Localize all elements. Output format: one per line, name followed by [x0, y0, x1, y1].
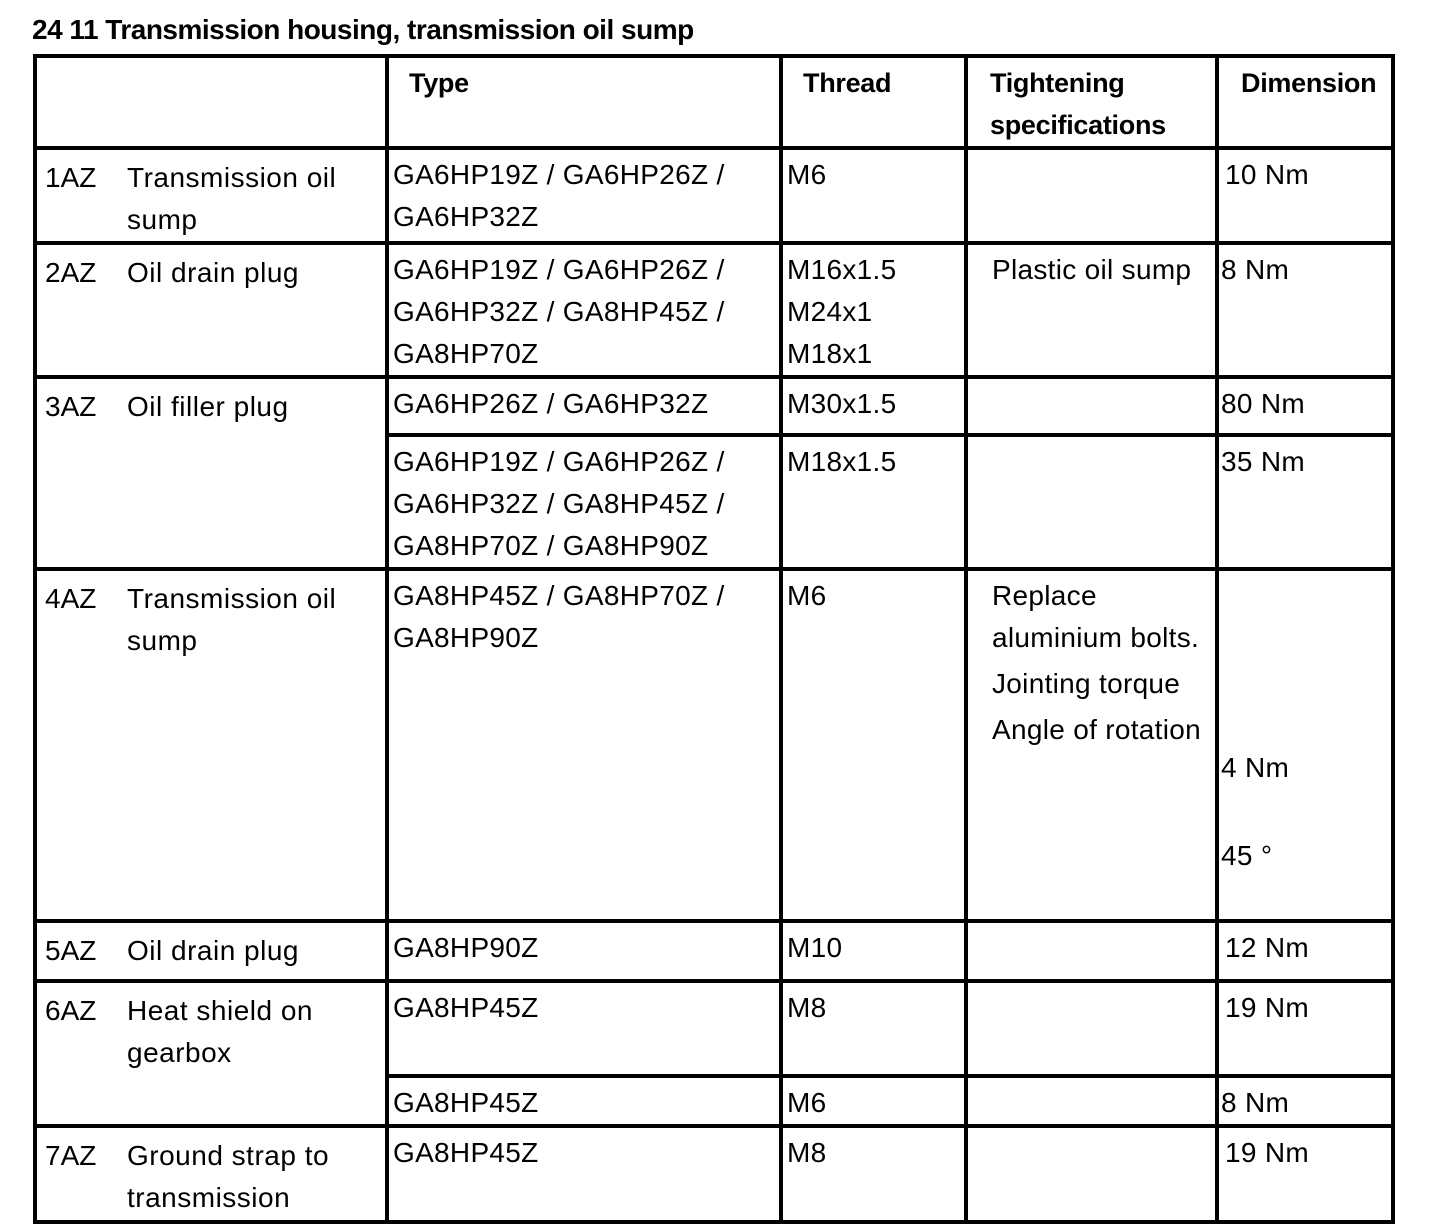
header-tightening-specifications: Tightening specifications [966, 56, 1217, 148]
dimension-cell: 10 Nm [1217, 148, 1393, 243]
position-code: 4AZ [45, 583, 97, 614]
type-cell: GA6HP19Z / GA6HP26Z / GA6HP32Z / GA8HP45Z / GA8HP70Z / GA8HP90Z [387, 435, 781, 569]
position-cell [35, 921, 387, 981]
document-title: 24 11 Transmission housing, transmission oil sump [32, 14, 694, 45]
position-cell [35, 1126, 387, 1222]
thread-cell: M10 [781, 921, 966, 981]
dimension-cell: 8 Nm [1217, 1076, 1393, 1126]
thread-cell: M18x1.5 [781, 435, 966, 569]
part-name: Oil filler plug [127, 391, 289, 422]
thread-cell: M8 [781, 1126, 966, 1222]
position-code: 5AZ [45, 935, 97, 966]
type-cell: GA8HP45Z [387, 1076, 781, 1126]
thread-cell: M6 [781, 1076, 966, 1126]
header-thread: Thread [781, 56, 966, 148]
tightening-cell [966, 1076, 1217, 1126]
position-cell [35, 377, 387, 569]
thread-cell: M30x1.5 [781, 377, 966, 435]
type-cell: GA8HP45Z / GA8HP70Z / GA8HP90Z [387, 569, 781, 921]
part-name: Transmission oil sump [127, 583, 337, 656]
tightening-cell [966, 981, 1217, 1076]
part-name: Heat shield on gearbox [127, 995, 314, 1068]
table-row [35, 921, 1393, 981]
table-row [35, 981, 1393, 1076]
tightening-cell [966, 921, 1217, 981]
dimension-cell [1217, 569, 1393, 921]
header-dimension: Dimension [1217, 56, 1393, 148]
position-code: 3AZ [45, 391, 97, 422]
dimension-cell: 35 Nm [1217, 435, 1393, 569]
part-name: Transmission oil sump [127, 162, 337, 235]
torque-spec-table [33, 54, 1395, 1224]
dimension-cell: 12 Nm [1217, 921, 1393, 981]
part-name: Oil drain plug [127, 257, 299, 288]
tightening-cell [966, 1126, 1217, 1222]
angle-of-rotation-value: 45 ° [1221, 840, 1273, 871]
tightening-cell [966, 148, 1217, 243]
position-code: 1AZ [45, 162, 97, 193]
position-code: 7AZ [45, 1140, 97, 1171]
dimension-cell: 19 Nm [1217, 1126, 1393, 1222]
tightening-cell [966, 377, 1217, 435]
position-code: 2AZ [45, 257, 97, 288]
jointing-torque-label: Jointing torque [992, 668, 1181, 699]
dimension-cell: 80 Nm [1217, 377, 1393, 435]
tightening-cell [966, 569, 1217, 921]
table-row [35, 1126, 1393, 1222]
table-row [35, 569, 1393, 921]
part-name: Oil drain plug [127, 935, 299, 966]
thread-cell: M6 [781, 148, 966, 243]
tightening-note: Replace aluminium bolts. [992, 580, 1200, 653]
thread-cell: M6 [781, 569, 966, 921]
header-position [35, 56, 387, 148]
part-name: Ground strap to transmission [127, 1140, 330, 1213]
position-code: 6AZ [45, 995, 97, 1026]
table-header-row [35, 56, 1393, 148]
type-cell: GA6HP26Z / GA6HP32Z [387, 377, 781, 435]
position-cell [35, 243, 387, 377]
header-type: Type [387, 56, 781, 148]
table-row [35, 243, 1393, 377]
angle-of-rotation-label: Angle of rotation [992, 714, 1202, 745]
type-cell: GA6HP19Z / GA6HP26Z / GA6HP32Z [387, 148, 781, 243]
tightening-cell [966, 435, 1217, 569]
type-cell: GA8HP45Z [387, 1126, 781, 1222]
type-cell: GA8HP45Z [387, 981, 781, 1076]
jointing-torque-value: 4 Nm [1221, 752, 1290, 783]
table-row [35, 377, 1393, 435]
tightening-cell: Plastic oil sump [966, 243, 1217, 377]
table-row [35, 148, 1393, 243]
thread-cell: M16x1.5 M24x1 M18x1 [781, 243, 966, 377]
type-cell: GA8HP90Z [387, 921, 781, 981]
thread-cell: M8 [781, 981, 966, 1076]
position-cell [35, 148, 387, 243]
position-cell [35, 569, 387, 921]
type-cell: GA6HP19Z / GA6HP26Z / GA6HP32Z / GA8HP45Z / GA8HP70Z [387, 243, 781, 377]
dimension-cell: 8 Nm [1217, 243, 1393, 377]
dimension-cell: 19 Nm [1217, 981, 1393, 1076]
position-cell [35, 981, 387, 1126]
